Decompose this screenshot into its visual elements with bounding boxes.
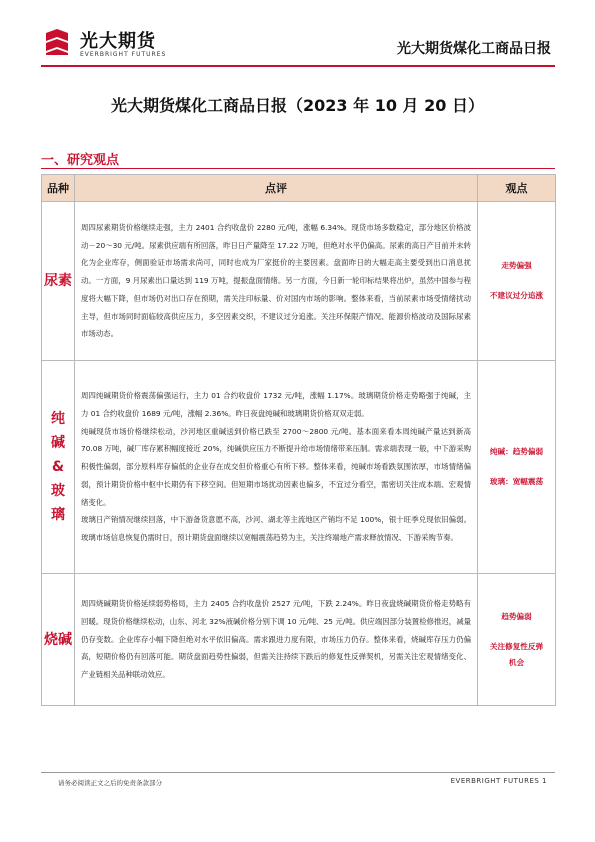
disclaimer-text: 请务必阅读正文之后的免责条款部分	[58, 779, 162, 787]
variety-name-part: &	[51, 459, 65, 475]
view-line: 关注修复性反弹	[489, 641, 544, 651]
variety-name-part: 纯 碱	[51, 411, 65, 451]
brand-name: 光大期货	[80, 31, 156, 52]
table-row-urea	[42, 202, 556, 361]
everbright-logo-icon	[42, 27, 72, 57]
header-divider	[41, 65, 555, 67]
variety-comment	[75, 361, 478, 574]
table-header-row	[42, 175, 556, 202]
section-title: 一、研究观点	[41, 153, 120, 168]
variety-comment: 周四烧碱期货价格延续弱势格局，主力 2405 合约收盘价 2527 元/吨，下跌 2.24%。昨日夜盘烧碱期货价格走势略有回暖。现货价格继续松动，山东、河北 32%液碱价格分别下调 10 元/吨、25 元/吨。供应端因部分装置检修推迟，减量仍存变数。企业库存小幅下降但绝对水平依旧偏高。需求跟进力度有限，市场压力仍存。整体来看，烧碱库存压力仍偏高，短期价格仍有回落可能。期货盘面趋势性偏弱，但需关注持续下跌后的修复性反弹契机，另需关注宏观情绪变化、产业链相关品种联动效应。	[75, 574, 478, 706]
view-line: 走势偏强	[501, 261, 532, 270]
header-comment: 点评	[75, 175, 478, 202]
comment-paragraph: 玻璃日产销情况继续回落，中下游备货意愿不高，沙河、湖北等主流地区产销均不足 100%，银十旺季兑现依旧偏弱。玻璃市场信息恢复仍需时日，预计期货盘面继续以宽幅震荡趋势为主，关注终端地产需求释放情况、下游采购节奏。	[81, 515, 471, 543]
section-divider	[41, 168, 555, 169]
brand-name-english: EVERBRIGHT FUTURES	[80, 51, 167, 58]
comment-paragraph: 周四纯碱期货价格震荡偏强运行，主力 01 合约收盘价 1732 元/吨，涨幅 1.17%。玻璃期货价格走势略强于纯碱，主力 01 合约收盘价 1689 元/吨，涨幅 2.36%。昨日夜盘纯碱和玻璃期货价格双双走弱。	[81, 390, 471, 418]
variety-name-part: 玻 璃	[51, 483, 65, 523]
page-header	[0, 0, 595, 72]
variety-name: 烧碱	[42, 574, 75, 706]
view-line: 趋势偏弱	[501, 611, 532, 621]
variety-name	[42, 361, 75, 574]
variety-comment: 周四尿素期货价格继续走强，主力 2401 合约收盘价 2280 元/吨，涨幅 6.34%。现货市场多数稳定，部分地区价格波动－20～30 元/吨。尿素供应端有所回落，昨日日产量降至 17.22 万吨，但绝对水平仍偏高。尿素的高日产目前并未转化为企业库存，侧面验证市场需求尚可，同时也成为厂家挺价的主要因素。盘面昨日的大幅走高主要受到出口消息扰动。一方面，9 月尿素出口量达到 119 万吨，提振盘面情绪。另一方面，今日新一轮印标结果将出炉，虽然中国参与程度将大幅下降，但市场仍对出口存在预期，需关注印标量、价对国内市场的影响。整体来看，当前尿素市场受情绪扰动主导，但市场同时面临较高供应压力，多空因素交织，不建议过分追涨。关注环保限产情况、能源价格波动及国际尿素市场动态。	[75, 202, 478, 361]
footer-brand-page: EVERBRIGHT FUTURES 1	[450, 777, 547, 785]
variety-name: 尿素	[42, 202, 75, 361]
view-line: 不建议过分追涨	[489, 291, 544, 300]
view-line: 机会	[508, 657, 525, 667]
report-title: 光大期货煤化工商品日报（2023 年 10 月 20 日）	[111, 96, 484, 115]
variety-view	[478, 574, 556, 706]
view-line: 纯碱：趋势偏弱	[489, 447, 544, 456]
table-row-caustic-soda	[42, 574, 556, 706]
header-view: 观点	[478, 175, 556, 202]
header-variety: 品种	[42, 175, 75, 202]
report-tag: 光大期货煤化工商品日报	[397, 41, 551, 57]
footer-divider	[41, 772, 555, 773]
view-line: 玻璃：宽幅震荡	[489, 477, 544, 486]
variety-view	[478, 202, 556, 361]
table-row-soda-glass	[42, 361, 556, 574]
comment-paragraph: 纯碱现货市场价格继续松动，沙河地区重碱送到价格已跌至 2700～2800 元/吨。基本面来看本周纯碱产量达到新高 70.08 万吨，碱厂库存累积幅度接近 20%，纯碱供应压力不断提升给市场情绪带来压制。需求端表现一般，中下游采购积极性偏弱，部分原料库存偏低的企业存在成交但价格重心有所下移。整体来看，纯碱市场看跌氛围浓厚，市场情绪偏弱，预计期货价格中枢中长期仍有下移空间。但短期市场扰动因素也偏多，不宜过分看空，需密切关注成本端、宏观情绪变化。	[81, 426, 471, 507]
views-table	[41, 174, 556, 706]
variety-view	[478, 361, 556, 574]
